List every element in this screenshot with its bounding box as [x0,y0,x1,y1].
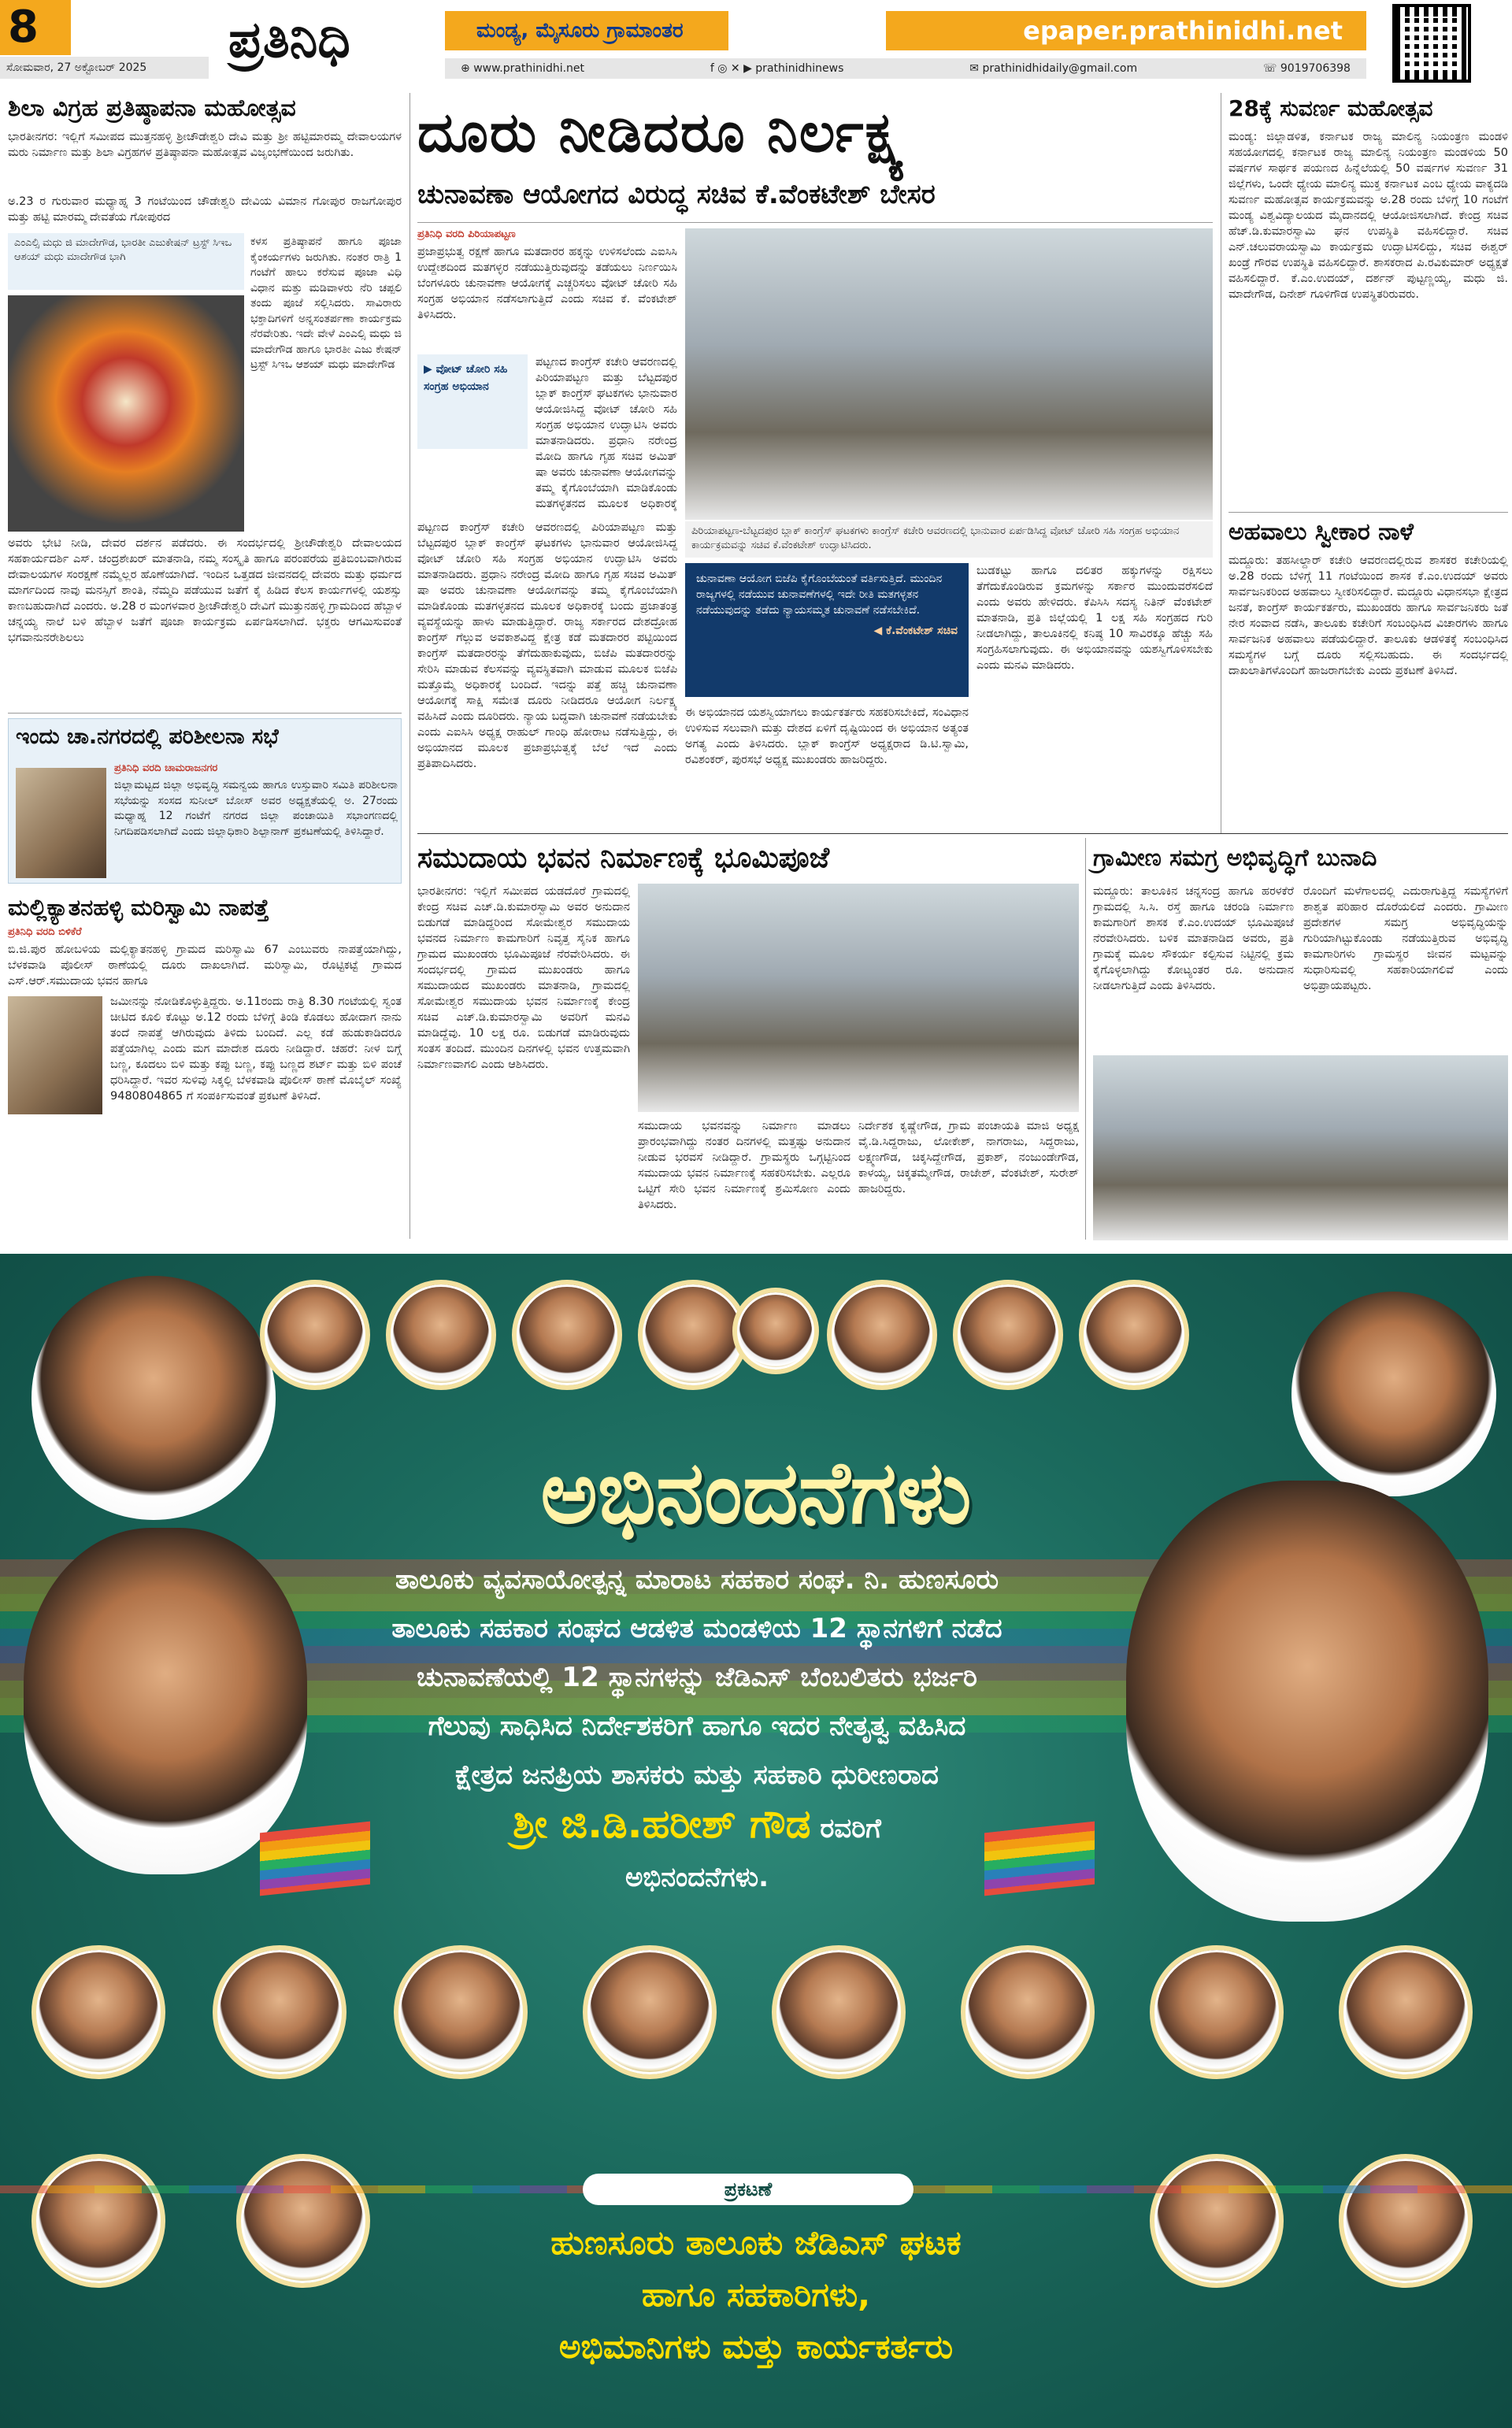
lead-subheadline: ಚುನಾವಣಾ ಆಯೋಗದ ವಿರುದ್ಧ ಸಚಿವ ಕೆ.ವೆಂಕಟೇಶ್ ಬೇಸರ [417,179,936,210]
ad-line: ತಾಲೂಕು ಸಹಕಾರ ಸಂಘದ ಆಡಳಿತ ಮಂಡಳಿಯ 12 ಸ್ಥಾನಗಳಿಗೆ ನಡೆದ [391,1613,1002,1644]
page-number: 8 [0,0,71,55]
byline: ಪ್ರತಿನಿಧಿ ವರದಿ ಚಾಮರಾಜನಗರ [114,762,218,774]
ad-line: ಅಭಿನಂದನೆಗಳು. [624,1862,769,1893]
article-body: ಮದ್ದೂರು: ತಹಸೀಲ್ದಾರ್ ಕಚೇರಿ ಆವರಣದಲ್ಲಿರುವ ಶಾಸಕರ ಕಚೇರಿಯಲ್ಲಿ ಅ.28 ರಂದು ಬೆಳಿಗ್ಗೆ 11 ಗಂಟೆಯಿಂದ ಶಾಸಕ ಕೆ.ಎಂ.ಉದಯ್ ಅವರು ಸಾರ್ವಜನಿಕರಿಂದ ಅಹವಾಲು ಸ್ವೀಕರಿಸಲಿದ್ದಾರೆ. ಮದ್ದೂರು ವಿಧಾನಸಭಾ ಕ್ಷೇತ್ರದ ಜನತೆ, ಕಾಂಗ್ರೆಸ್ ಕಾರ್ಯಕರ್ತರು, ಮುಖಂಡರು ಹಾಗೂ ಸಾರ್ವಜನಿಕರು ಜತೆ ನೇರ ಸಂವಾದ ನಡೆಸಿ, ತಾಲೂಕು ಕಚೇರಿಗೆ ಸಂಬಂಧಿಸಿದ ವಿಚಾರಗಳು ಹಾಗೂ ಸಾರ್ವಜನಿಕ ಅಹವಾಲು ಪಡೆಯಲಿದ್ದಾರೆ. ತಾಲೂಕು ಆಡಳಿತಕ್ಕೆ ಸಂಬಂಧಿಸಿದ ಸಮಸ್ಯೆಗಳ ಬಗ್ಗೆ ದೂರು ಸಲ್ಲಿಸಬಹುದು. ಈ ಸಂದರ್ಭದಲ್ಲಿ ದಾಖಲಾತಿಗಳೊಂದಿಗೆ ಹಾಜರಾಗಬೇಕು ಎಂದು ಪ್ರಕಟಣೆ ತಿಳಿಸಿದೆ. [1228,554,1508,677]
director-photo [394,1945,528,2079]
leader-photo [260,1280,370,1390]
road-work-photo [1093,1055,1508,1240]
leader-photo [512,1280,622,1390]
article-body: ಮದ್ದೂರು: ತಾಲೂಕಿನ ಚನ್ನಸಂದ್ರ ಹಾಗೂ ಹರಳಕೆರೆ ಗ್ರಾಮದಲ್ಲಿ ಸಿ.ಸಿ. ರಸ್ತೆ ಹಾಗೂ ಚರಂಡಿ ನಿರ್ಮಾಣ ಕಾಮಗಾರಿಗೆ ಶಾಸಕ ಕೆ.ಎಂ.ಉದಯ್ ಭೂಮಿಪೂಜೆ ನೆರವೇರಿಸಿದರು. ಬಳಿಕ ಮಾತನಾಡಿದ ಅವರು, ಪ್ರತಿ ಗ್ರಾಮಕ್ಕೆ ಮೂಲ ಸೌಕರ್ಯ ಕಲ್ಪಿಸುವ ನಿಟ್ಟಿನಲ್ಲಿ ಕ್ರಮ ಕೈಗೊಳ್ಳಲಾಗಿದ್ದು ಕೋಟ್ಯಂತರ ರೂ. ಅನುದಾನ ನೀಡಲಾಗುತ್ತಿದೆ ಎಂದು ತಿಳಿಸಿದರು. [1093,885,1294,992]
director-photo [1150,1945,1284,2079]
deity-photo [8,295,244,532]
leader-photo [732,1288,819,1374]
director-photo [961,1945,1095,2079]
director-photo [1150,2154,1284,2288]
section-divider [417,222,1213,223]
article-body: ಅವರು ಭೇಟಿ ನೀಡಿ, ದೇವರ ದರ್ಶನ ಪಡೆದರು. ಈ ಸಂದರ್ಭದಲ್ಲಿ ಶ್ರೀಚೌಡೇಶ್ವರಿ ದೇವಾಲಯದ ಸಹಕಾರ್ಯದರ್ಶಿ ಎಸ್. ಚಂದ್ರಶೇಖರ್ ಮಾತನಾಡಿ, ನಮ್ಮ ಸಂಸ್ಕೃತಿ ಹಾಗೂ ಪರಂಪರೆಯ ಪ್ರತಿಬಿಂಬವಾಗಿರುವ ದೇವಾಲಯಗಳ ಸಂರಕ್ಷಣೆ ನಮ್ಮೆಲ್ಲರ ಹೊಣೆಯಾಗಿದೆ. ಇಂದಿನ ಒತ್ತಡದ ಜೀವನದಲ್ಲಿ ದೇವರು ಮತ್ತು ಧರ್ಮದ ಮಾರ್ಗದಿಂದ ನಾವು ಮನಸ್ಸಿಗೆ ಶಾಂತಿ, ನೆಮ್ಮದಿ ಪಡೆಯುವ ಜತೆಗೆ ಕೈ ಹಿಡಿದ ಕೆಲಸ ಕಾರ್ಯಗಳಲ್ಲಿ ಯಶಸ್ಸು ಕಾಣಬಹುದಾಗಿದೆ ಎಂದರು. ಅ.28 ರ ಮಂಗಳವಾರ ಶ್ರೀಚೌಡೇಶ್ವರಿ ದೇವಿಗೆ ಮುತ್ತುನಹಳ್ಳಿ ಗ್ರಾಮದಿಂದ ಹೆಬ್ಬಾಳ ಚನ್ನಯ್ಯ ನಾಲೆ ಬಳಿ ಹೆಬ್ಬಾಳ ಜತೆಗೆ ಪೂಜಾ ಕಾರ್ಯಕ್ರಮ ಏರ್ಪಡಿಸಲಾಗಿದೆ. ಭಕ್ತರು ಆಗಮಿಸುವಂತೆ ಭಗವಾನುನರೇಶಿಲಲು [8,537,402,644]
article-body: ಸಮುದಾಯ ಭವನವನ್ನು ನಿರ್ಮಾಣ ಮಾಡಲು ಪ್ರಾರಂಭವಾಗಿದ್ದು ನಂತರ ದಿನಗಳಲ್ಲಿ ಮತ್ತಷ್ಟು ಅನುದಾನ ನೀಡುವ ಭರವಸೆ ನೀಡಿದ್ದಾರೆ. ಗ್ರಾಮಸ್ಥರು ಒಗ್ಗಟ್ಟಿನಿಂದ ಸಮುದಾಯ ಭವನ ನಿರ್ಮಾಣಕ್ಕೆ ಸಹಕರಿಸಬೇಕು. ಎಲ್ಲರೂ ಒಟ್ಟಿಗೆ ಸೇರಿ ಭವನ ನಿರ್ಮಾಣಕ್ಕೆ ಶ್ರಮಿಸೋಣ ಎಂದು ತಿಳಿಸಿದರು. [638,1120,850,1211]
phone-text: 9019706398 [1280,62,1351,75]
article-title: ಮಲ್ಲಿಕ್ಯಾತನಹಳ್ಳಿ ಮರಿಸ್ವಾಮಿ ನಾಪತ್ತೆ [8,894,269,921]
highlight-text: ವೋಟ್ ಚೋರಿ ಸಹಿ ಸಂಗ್ರಹ ಅಭಿಯಾನ [424,363,508,393]
signatory-line: ಅಭಿಮಾನಿಗಳು ಮತ್ತು ಕಾರ್ಯಕರ್ತರು [558,2327,954,2366]
leader-portrait-left [32,1276,276,1520]
ad-line: ಕ್ಷೇತ್ರದ ಜನಪ್ರಿಯ ಶಾಸಕರು ಮತ್ತು ಸಹಕಾರಿ ಧುರೀಣರಾದ [454,1759,939,1791]
director-photo [236,2154,370,2288]
byline: ಪ್ರತಿನಿಧಿ ವರದಿ ಪಿರಿಯಾಪಟ್ಟಣ [417,228,516,240]
director-photo [772,1945,906,2079]
epaper-link[interactable]: epaper.prathinidhi.net [886,11,1366,50]
photo-caption: ಎಂಎಲ್ಸಿ ಮಧು ಜಿ ಮಾದೇಗೌಡ, ಭಾರತೀ ಎಜುಕೇಷನ್ ಟ್ರಸ್ಟ್ ಸಿಇಒ ಆಶಯ್ ಮಧು ಮಾದೇಗೌಡ ಭಾಗಿ [8,233,244,290]
social-handle[interactable]: f ◎ ✕ ▶ prathinidhinews [710,62,844,75]
director-photo [1339,2154,1473,2288]
article-title: ಶಿಲಾ ವಿಗ್ರಹ ಪ್ರತಿಷ್ಠಾಪನಾ ಮಹೋತ್ಸವ [8,95,296,122]
issue-date: ಸೋಮವಾರ, 27 ಅಕ್ಟೋಬರ್ 2025 [0,57,209,79]
honoree-suffix: ರವರಿಗೆ [820,1813,881,1844]
website-text: www.prathinidhi.net [473,62,585,75]
article-body: ಭಾರತೀನಗರ: ಇಲ್ಲಿಗೆ ಸಮೀಪದ ಮುತ್ತನಹಳ್ಳಿ ಶ್ರೀಚೌಡೇಶ್ವರಿ ದೇವಿ ಮತ್ತು ಶ್ರೀ ಹಟ್ಟಿಮಾರಮ್ಮ ದೇವಾಲಯಗಳ ಮರು ನಿರ್ಮಾಣ ಮತ್ತು ಶಿಲಾ ವಿಗ್ರಹಗಳ ಪ್ರತಿಷ್ಠಾಪನಾ ಮಹೋತ್ಸವ ವಿಜೃಂಭಣೆಯಿಂದ ಜರುಗಿತು. [8,131,402,159]
article-body: ನಿರ್ದೇಶಕ ಕೃಷ್ಣೇಗೌಡ, ಗ್ರಾಮ ಪಂಚಾಯತಿ ಮಾಜಿ ಅಧ್ಯಕ್ಷ ವೈ.ಡಿ.ಸಿದ್ದರಾಜು, ಲೋಕೇಶ್, ನಾಗರಾಜು, ಸಿದ್ದರಾಜು, ಲಕ್ಷ್ಮಣಗೌಡ, ಚಿಕ್ಕಸಿದ್ದೇಗೌಡ, ಪ್ರಕಾಶ್, ನಂಜುಂಡೇಗೌಡ, ಕಾಳಯ್ಯ, ಚಿಕ್ಕತಮ್ಮೇಗೌಡ, ರಾಜೇಶ್, ವೆಂಕಟೇಶ್, ಸುರೇಶ್ ಹಾಜರಿದ್ದರು. [858,1120,1079,1195]
ad-line: ತಾಲೂಕು ವ್ಯವಸಾಯೋತ್ಪನ್ನ ಮಾರಾಟ ಸಹಕಾರ ಸಂಘ. ನಿ. ಹುಣಸೂರು [395,1564,999,1596]
article-body: ಜಿಲ್ಲಾಮಟ್ಟದ ಜಿಲ್ಲಾ ಅಭಿವೃದ್ಧಿ ಸಮನ್ವಯ ಹಾಗೂ ಉಸ್ತುವಾರಿ ಸಮಿತಿ ಪರಿಶೀಲನಾ ಸಭೆಯನ್ನು ಸಂಸದ ಸುನೀಲ್ ಬೋಸ್ ಅವರ ಅಧ್ಯಕ್ಷತೆಯಲ್ಲಿ ಅ. 27ರಂದು ಮಧ್ಯಾಹ್ನ 12 ಗಂಟೆಗೆ ನಗರದ ಜಿಲ್ಲಾ ಪಂಚಾಯಿತಿ ಸಭಾಂಗಣದಲ್ಲಿ ನಿಗದಿಪಡಿಸಲಾಗಿದೆ ಎಂದು ಜಿಲ್ಲಾಧಿಕಾರಿ ಶಿಲ್ಪಾನಾಗ್ ಪ್ರಕಟಣೆಯಲ್ಲಿ ತಿಳಿಸಿದ್ದಾರೆ. [114,779,398,838]
leader-photo [638,1280,748,1390]
article-title: 28ಕ್ಕೆ ಸುವರ್ಣ ಮಹೋತ್ಸವ [1228,95,1433,121]
email-link[interactable]: ✉ prathinidhidaily@gmail.com [969,62,1138,75]
article-body: ಪಟ್ಟಣದ ಕಾಂಗ್ರೆಸ್ ಕಚೇರಿ ಆವರಣದಲ್ಲಿ ಪಿರಿಯಾಪಟ್ಟಣ ಮತ್ತು ಬೆಟ್ಟದಪುರ ಬ್ಲಾಕ್ ಕಾಂಗ್ರೆಸ್ ಘಟಕಗಳು ಭಾನುವಾರ ಆಯೋಜಿಸಿದ್ದ ವೋಟ್ ಚೋರಿ ಸಹಿ ಸಂಗ್ರಹ ಅಭಿಯಾನ ಉದ್ಘಾಟಿಸಿ ಅವರು ಮಾತನಾಡಿದರು. ಪ್ರಧಾನಿ ನರೇಂದ್ರ ಮೋದಿ ಹಾಗೂ ಗೃಹ ಸಚಿವ ಅಮಿತ್ ಷಾ ಅವರು ಚುನಾವಣಾ ಆಯೋಗವನ್ನು ತಮ್ಮ ಕೈಗೊಂಬೆಯಾಗಿ ಮಾಡಿಕೊಂಡು ಮತಗಳ್ಳತನದ ಮೂಲಕ ಅಧಿಕಾರಕ್ಕೆ ಬಂದು ಪ್ರಜಾತಂತ್ರ ವ್ಯವಸ್ಥೆಯನ್ನು ಹಾಳು ಮಾಡುತ್ತಿದ್ದಾರೆ. ರಾಜ್ಯ ಸರ್ಕಾರದ ದೇಶದ್ರೋಹ ಕಾಂಗ್ರೆಸ್ ಗೆಲ್ಲುವ ಅವಕಾಶವಿದ್ದ ಕ್ಷೇತ್ರ ಕಡೆ ಮತದಾರರ ಪಟ್ಟಿಯಿಂದ ಕಾಂಗ್ರೆಸ್ ಮತದಾರರನ್ನು ತೆಗೆದುಹಾಕುವುದು, ಬಿಜೆಪಿ ಮತದಾರರನ್ನು ಸೇರಿಸಿ ಮಾಡುವ ಕೆಲಸವನ್ನು ವ್ಯವಸ್ಥಿತವಾಗಿ ಮಾಡುವ ಮೂಲಕ ಬಿಜೆಪಿ ಮತ್ತೊಮ್ಮೆ ಅಧಿಕಾರಕ್ಕೆ ಬಂದಿದೆ. ಇದನ್ನು ಪತ್ತೆ ಹಚ್ಚಿ ಚುನಾವಣಾ ಆಯೋಗಕ್ಕೆ ಸಾಕ್ಷಿ ಸಮೇತ ದೂರು ನೀಡಿದರೂ ಆಯೋಗ ನಿರ್ಲಕ್ಷ್ಯ ವಹಿಸಿದೆ ಎಂದು ದೂರಿದರು. ನ್ಯಾಯ ಬದ್ಧವಾಗಿ ಚುನಾವಣೆ ನಡೆಯಬೇಕು ಎಂದು ಎಐಸಿಸಿ ಅಧ್ಯಕ್ಷ ರಾಹುಲ್ ಗಾಂಧಿ ಹೋರಾಟ ನಡೆಸುತ್ತಿದ್ದು, ಈ ಅಭಿಯಾನದ ಮೂಲಕ ಪ್ರಜಾಪ್ರಭುತ್ವಕ್ಕೆ ಬೆಲೆ ಇದೆ ಎಂದು ಪ್ರತಿಪಾದಿಸಿದರು. [417,521,677,770]
director-photo [1339,1945,1473,2079]
section-divider [417,833,1508,834]
honoree-name: ಶ್ರೀ ಜಿ.ಡಿ.ಹರೀಶ್ ಗೌಡ [513,1801,811,1847]
email-text: prathinidhidaily@gmail.com [982,62,1138,75]
ad-line: ಗೆಲುವು ಸಾಧಿಸಿದ ನಿರ್ದೇಶಕರಿಗೆ ಹಾಗೂ ಇದರ ನೇತೃತ್ವ ವಹಿಸಿದ [428,1711,966,1742]
quote-text: ಚುನಾವಣಾ ಆಯೋಗ ಬಿಜೆಪಿ ಕೈಗೊಂಬೆಯಂತೆ ವರ್ತಿಸುತ್ತಿದೆ. ಮುಂದಿನ ರಾಜ್ಯಗಳಲ್ಲಿ ನಡೆಯುವ ಚುನಾವಣೆಗಳಲ್ಲಿ ಇದೇ ರೀತಿ ಮತಗಳ್ಳತನ ನಡೆಯುವುದನ್ನು ತಡೆದು ನ್ಯಾಯಸಮ್ಮತ ಚುನಾವಣೆ ನಡೆಸಬೇಕಿದೆ. [696,573,943,617]
article-body: ಬುಡಕಟ್ಟು ಹಾಗೂ ದಲಿತರ ಹಕ್ಕುಗಳನ್ನು ರಕ್ಷಿಸಲು ತೆಗೆದುಕೊಂಡಿರುವ ಕ್ರಮಗಳನ್ನು ಸರ್ಕಾರ ಮುಂದುವರೆಸಲಿದೆ ಎಂದು ಅವರು ಹೇಳಿದರು. ಕೆಪಿಸಿಸಿ ಸದಸ್ಯ ನಿತಿನ್ ವೆಂಕಟೇಶ್ ಮಾತನಾಡಿ, ಪ್ರತಿ ಜಿಲ್ಲೆಯಲ್ಲಿ 1 ಲಕ್ಷ ಸಹಿ ಸಂಗ್ರಹದ ಗುರಿ ನೀಡಲಾಗಿದ್ದು, ತಾಲೂಕಿನಲ್ಲಿ ಕನಿಷ್ಠ 10 ಸಾವಿರಕ್ಕೂ ಹೆಚ್ಚು ಸಹಿ ಸಂಗ್ರಹಿಸಲಾಗುವುದು. ಈ ಅಭಿಯಾನವನ್ನು ಯಶಸ್ವಿಗೊಳಿಸಬೇಕು ಎಂದು ಮನವಿ ಮಾಡಿದರು. [976,565,1213,672]
website-link[interactable]: ⊕ www.prathinidhi.net [461,62,585,75]
pull-quote [685,563,969,697]
byline: ಪ್ರತಿನಿಧಿ ವರದಿ ಬಿಳಿಕೆರೆ [8,926,82,938]
qr-code-icon[interactable] [1392,4,1471,83]
article-title: ಗ್ರಾಮೀಣ ಸಮಗ್ರ ಅಭಿವೃದ್ಧಿಗೆ ಬುನಾದಿ [1093,844,1377,872]
region-banner: ಮಂಡ್ಯ, ಮೈಸೂರು ಗ್ರಾಮಾಂತರ [445,11,728,50]
party-flag-icon [260,1822,370,1896]
signatory-line: ಹಾಗೂ ಸಹಕಾರಿಗಳು, [641,2275,871,2314]
ad-line: ಚುನಾವಣೆಯಲ್ಲಿ 12 ಸ್ಥಾನಗಳನ್ನು ಜೆಡಿಎಸ್ ಬೆಂಬಲಿತರು ಭರ್ಜರಿ [417,1662,977,1693]
article-title: ಸಮುದಾಯ ಭವನ ನಿರ್ಮಾಣಕ್ಕೆ ಭೂಮಿಪೂಜೆ [417,842,830,874]
publisher-label: ಪ್ರಕಟಣೆ [583,2174,914,2205]
column-divider [1085,838,1086,1240]
phone-number: ☏ 9019706398 [1262,62,1351,75]
article-body: ಪಟ್ಟಣದ ಕಾಂಗ್ರೆಸ್ ಕಚೇರಿ ಆವರಣದಲ್ಲಿ ಪಿರಿಯಾಪಟ್ಟಣ ಮತ್ತು ಬೆಟ್ಟದಪುರ ಬ್ಲಾಕ್ ಕಾಂಗ್ರೆಸ್ ಘಟಕಗಳು ಭಾನುವಾರ ಆಯೋಜಿಸಿದ್ದ ವೋಟ್ ಚೋರಿ ಸಹಿ ಸಂಗ್ರಹ ಅಭಿಯಾನ ಉದ್ಘಾಟಿಸಿ ಅವರು ಮಾತನಾಡಿದರು. ಪ್ರಧಾನಿ ನರೇಂದ್ರ ಮೋದಿ ಹಾಗೂ ಗೃಹ ಸಚಿವ ಅಮಿತ್ ಷಾ ಅವರು ಚುನಾವಣಾ ಆಯೋಗವನ್ನು ತಮ್ಮ ಕೈಗೊಂಬೆಯಾಗಿ ಮಾಡಿಕೊಂಡು ಮತಗಳ್ಳತನದ ಮೂಲಕ ಅಧಿಕಾರಕ್ಕೆ [536,356,677,510]
article-title: ಅಹವಾಲು ಸ್ವೀಕಾರ ನಾಳೆ [1228,518,1414,546]
event-photo [685,228,1213,520]
director-photo [583,1945,717,2079]
quote-author: ◀ ಕೆ.ವೆಂಕಟೇಶ್ ಸಚಿವ [873,625,958,637]
article-body: ಬಿ.ಜಿ.ಪುರ ಹೋಬಳಿಯ ಮಲ್ಲಿಕ್ಯಾತನಹಳ್ಳಿ ಗ್ರಾಮದ ಮರಿಸ್ವಾಮಿ 67 ಎಂಬುವರು ನಾಪತ್ತೆಯಾಗಿದ್ದು, ಬೆಳಕವಾಡಿ ಪೊಲೀಸ್ ಠಾಣೆಯಲ್ಲಿ ದೂರು ದಾಖಲಾಗಿದೆ. ಮರಿಸ್ವಾಮಿ, ರೊಟ್ಟಿಕಟ್ಟೆ ಗ್ರಾಮದ ಎಸ್.ಆರ್.ಸಮುದಾಯ ಭವನ ಹಾಗೂ [8,943,402,988]
leader-photo [827,1280,937,1390]
candidate-portrait-right [1126,1481,1488,1922]
director-photo [213,1945,346,2079]
director-photo [32,1945,165,2079]
director-photo [32,2154,165,2288]
leader-photo [953,1280,1063,1390]
photo-caption: ಪಿರಿಯಾಪಟ್ಟಣ-ಬೆಟ್ಟದಪುರ ಬ್ಲಾಕ್ ಕಾಂಗ್ರೆಸ್ ಘಟಕಗಳು ಕಾಂಗ್ರೆಸ್ ಕಚೇರಿ ಆವರಣದಲ್ಲಿ ಭಾನುವಾರ ಏರ್ಪಡಿಸಿದ್ದ ವೋಟ್ ಚೋರಿ ಸಹಿ ಸಂಗ್ರಹ ಅಭಿಯಾನ ಕಾರ್ಯಕ್ರಮವನ್ನು ಸಚಿವ ಕೆ.ವೆಂಕಟೇಶ್ ಉದ್ಘಾಟಿಸಿದರು. [685,521,1213,558]
section-divider [8,713,402,714]
article-body: ಈ ಅಭಿಯಾನದ ಯಶಸ್ವಿಯಾಗಲು ಕಾರ್ಯಕರ್ತರು ಸಹಕರಿಸಬೇಕಿದೆ, ಸಂವಿಧಾನ ಉಳಿಸುವ ಸಲುವಾಗಿ ಮತ್ತು ದೇಶದ ಏಳಿಗೆ ದೃಷ್ಟಿಯಿಂದ ಈ ಅಭಿಯಾನ ಅತ್ಯಂತ ಅಗತ್ಯ ಎಂದು ತಿಳಿಸಿದರು. ಬ್ಲಾಕ್ ಕಾಂಗ್ರೆಸ್ ಅಧ್ಯಕ್ಷರಾದ ಡಿ.ಟಿ.ಸ್ವಾಮಿ, ರವಿಶಂಕರ್, ಪುರಸಭೆ ಅಧ್ಯಕ್ಷ ಮುಖಂಡರು ಹಾಜರಿದ್ದರು. [685,706,969,766]
signatory-line: ಹುಣಸೂರು ತಾಲೂಕು ಜೆಡಿಎಸ್ ಘಟಕ [550,2223,962,2262]
ad-heading: ಅಭಿನಂದನೆಗಳು [540,1442,972,1543]
mp-portrait [16,768,106,878]
article-body: ರೊಂದಿಗೆ ಮಳೆಗಾಲದಲ್ಲಿ ಎದುರಾಗುತ್ತಿದ್ದ ಸಮಸ್ಯೆಗಳಿಗೆ ಶಾಶ್ವತ ಪರಿಹಾರ ದೊರೆಯಲಿದೆ ಎಂದರು. ಗ್ರಾಮೀಣ ಪ್ರದೇಶಗಳ ಸಮಗ್ರ ಅಭಿವೃದ್ಧಿಯನ್ನು ಗುರಿಯಾಗಿಟ್ಟುಕೊಂಡು ನಡೆಯುತ್ತಿರುವ ಅಭಿವೃದ್ಧಿ ಕಾಮಗಾರಿಗಳು ಗ್ರಾಮಸ್ಥರ ಜೀವನ ಮಟ್ಟವನ್ನು ಸುಧಾರಿಸುವಲ್ಲಿ ಸಹಕಾರಿಯಾಗಲಿವೆ ಎಂದು ಅಭಿಪ್ರಾಯಪಟ್ಟರು. [1303,885,1508,992]
article-body: ಭಾರತೀನಗರ: ಇಲ್ಲಿಗೆ ಸಮೀಪದ ಯಡದೊರೆ ಗ್ರಾಮದಲ್ಲಿ ಕೇಂದ್ರ ಸಚಿವ ಎಚ್.ಡಿ.ಕುಮಾರಸ್ವಾಮಿ ಅವರ ಅನುದಾನ ಬಿಡುಗಡೆ ಮಾಡಿದ್ದರಿಂದ ಸೋಮೇಶ್ವರ ಸಮುದಾಯ ಭವನದ ನಿರ್ಮಾಣ ಕಾಮಗಾರಿಗೆ ನಿವೃತ್ತ ಸೈನಿಕ ಹಾಗೂ ಗ್ರಾಮದ ಮುಖಂಡರು ಭೂಮಿಪೂಜೆ ನೆರವೇರಿಸಿದರು. ಈ ಸಂದರ್ಭದಲ್ಲಿ ಗ್ರಾಮದ ಮುಖಂಡರು ಹಾಗೂ ಸಮುದಾಯದ ಮುಖಂಡರು ಮಾತನಾಡಿ, ಗ್ರಾಮದಲ್ಲಿ ಸೋಮೇಶ್ವರ ಸಮುದಾಯ ಭವನ ನಿರ್ಮಾಣಕ್ಕೆ ಕೇಂದ್ರ ಸಚಿವ ಎಚ್.ಡಿ.ಕುಮಾರಸ್ವಾಮಿ ಅವರಿಗೆ ಮನವಿ ಮಾಡಿದ್ದೆವು. 10 ಲಕ್ಷ ರೂ. ಬಿಡುಗಡೆ ಮಾಡಿರುವುದು ಸಂತಸ ತಂದಿದೆ. ಮುಂದಿನ ದಿನಗಳಲ್ಲಿ ಭವನ ಉತ್ತಮವಾಗಿ ನಿರ್ಮಾಣವಾಗಲಿ ಎಂದು ಆಶಿಸಿದರು. [417,885,630,1071]
quote-author-name: ಕೆ.ವೆಂಕಟೇಶ್ ಸಚಿವ [886,625,958,637]
article-body: ಕಳಸ ಪ್ರತಿಷ್ಠಾಪನೆ ಹಾಗೂ ಪೂಜಾ ಕೈಂಕರ್ಯಗಳು ಜರುಗಿತು. ನಂತರ ರಾತ್ರಿ 1 ಗಂಟೆಗೆ ಹಾಲು ಕರೆಸುವ ಪೂಜಾ ವಿಧಿ ವಿಧಾನ ಮತ್ತು ಮಡಿವಾಳರು ನೆರಿ ಚಪ್ಪಲಿ ತಂದು ಪೂಜೆ ಸಲ್ಲಿಸಿದರು. ಸಾವಿರಾರು ಭಕ್ತಾದಿಗಳಿಗೆ ಅನ್ನಸಂತರ್ಪಣಾ ಕಾರ್ಯಕ್ರಮ ನೆರವೇರಿತು. ಇದೇ ವೇಳೆ ಎಂಎಲ್ಸಿ ಮಧು ಜಿ ಮಾದೇಗೌಡ ಹಾಗೂ ಭಾರತೀ ಎಜು ಕೇಷನ್ ಟ್ರಸ್ಟ್ ಸಿಇಒ ಆಶಯ್ ಮಧು ಮಾದೇಗೌಡ [250,235,402,371]
article-title: ಇಂದು ಚಾ.ನಗರದಲ್ಲಿ ಪರಿಶೀಲನಾ ಸಭೆ [16,725,279,749]
social-text: prathinidhinews [755,62,844,75]
leader-photo [1079,1280,1189,1390]
lead-headline: ದೂರು ನೀಡಿದರೂ ನಿರ್ಲಕ್ಷ್ಯ [417,100,906,165]
missing-person-photo [8,996,102,1114]
leader-photo [386,1280,496,1390]
party-flag-icon [984,1822,1095,1896]
masthead-logo: ಪ್ರತಿನಿಧಿ [228,10,350,69]
bhoomi-pooja-photo [638,884,1079,1112]
article-body: ಪ್ರಜಾಪ್ರಭುತ್ವ ರಕ್ಷಣೆ ಹಾಗೂ ಮತದಾರರ ಹಕ್ಕನ್ನು ಉಳಿಸಲೆಂದು ಎಐಸಿಸಿ ಉದ್ದೇಶದಿಂದ ಮತಗಳ್ಳರ ನಡೆಯುತ್ತಿರುವುದನ್ನು ತಡೆಯಲು ನಿರ್ಣಯಿಸಿ ಬೆಂಗಳೂರು ಚುನಾವಣಾ ಆಯೋಗಕ್ಕೆ ಎಚ್ಚರಿಸಲು ವೋಟ್ ಚೋರಿ ಸಹಿ ಸಂಗ್ರಹ ಅಭಿಯಾನ ನಡೆಸಲಾಗುತ್ತಿದೆ ಎಂದು ಸಚಿವ ಕೆ. ವೆಂಕಟೇಶ್ ತಿಳಿಸಿದರು. [417,246,677,321]
highlight-box: ▶ ವೋಟ್ ಚೋರಿ ಸಹಿ ಸಂಗ್ರಹ ಅಭಿಯಾನ [417,354,528,449]
article-body: ಜಮೀನನ್ನು ನೋಡಿಕೊಳ್ಳುತ್ತಿದ್ದರು. ಅ.11ರಂದು ರಾತ್ರಿ 8.30 ಗಂಟೆಯಲ್ಲಿ ಸ್ವಂತ ಚೀಟಿದ ಕೂಲಿ ಕೊಟ್ಟು ಅ.12 ರಂದು ಬೆಳಿಗ್ಗೆ ತಿಂಡಿ ಕೊಡಲು ಹೋದಾಗ ನಾನು ತಂದೆ ನಾಪತ್ತೆ ಆಗಿರುವುದು ತಿಳಿದು ಬಂದಿದೆ. ಎಲ್ಲ ಕಡೆ ಹುಡುಕಾಡಿದರೂ ಪತ್ತೆಯಾಗಿಲ್ಲ ಎಂದು ಮಗ ಮಾದೇಶ ದೂರು ನೀಡಿದ್ದಾರೆ. ಚಹರೆ: ನೀಳ ಬಿಗ್ಗೆ ಬಣ್ಣ, ಕೂದಲು ಬಿಳಿ ಮತ್ತು ಕಪ್ಪು ಬಣ್ಣ, ಕಪ್ಪು ಬಣ್ಣದ ಶರ್ಟ್ ಮತ್ತು ಬಿಳಿ ಪಂಚೆ ಧರಿಸಿದ್ದಾರೆ. ಇವರ ಸುಳಿವು ಸಿಕ್ಕಲ್ಲಿ ಬೆಳಕವಾಡಿ ಪೊಲೀಸ್ ಠಾಣೆ ಮೊಬೈಲ್ ಸಂಖ್ಯೆ 9480804865 ಗೆ ಸಂಪರ್ಕಿಸುವಂತೆ ಪ್ರಕಟಣೆ ತಿಳಿಸಿದೆ. [110,995,402,1103]
article-body: ಅ.23 ರ ಗುರುವಾರ ಮಧ್ಯಾಹ್ನ 3 ಗಂಟೆಯಿಂದ ಚೌಡೇಶ್ವರಿ ದೇವಿಯ ವಿಮಾನ ಗೋಪುರ ರಾಜಗೋಪುರ ಮತ್ತು ಹಟ್ಟಿ ಮಾರಮ್ಮ ದೇವತೆಯ ಗೋಪುರದ [8,195,402,224]
contact-bar [445,58,1366,79]
ad-signatories [441,2217,1071,2373]
section-divider [1228,512,1508,513]
article-body: ಮಂಡ್ಯ: ಜಿಲ್ಲಾಡಳಿತ, ಕರ್ನಾಟಕ ರಾಜ್ಯ ಮಾಲಿನ್ಯ ನಿಯಂತ್ರಣ ಮಂಡಳಿ ಸಹಯೋಗದಲ್ಲಿ ಕರ್ನಾಟಕ ರಾಜ್ಯ ಮಾಲಿನ್ಯ ನಿಯಂತ್ರಣ ಮಂಡಳಿಯ 50 ವರ್ಷಗಳ ಸಾರ್ಥಕ ಪಯಣದ ಹಿನ್ನೆಲೆಯಲ್ಲಿ 50 ವರ್ಷಗಳ ಸುವರ್ಣ 31 ಜಿಲ್ಲೆಗಳು, ಒಂದೇ ಧ್ಯೇಯ ಮಾಲಿನ್ಯ ಮುಕ್ತ ಕರ್ನಾಟಕ ಎಂಬ ಧ್ಯೇಯ ವಾಕ್ಯದಡಿ ಸುವರ್ಣ ಮಹೋತ್ಸವ ಕಾರ್ಯಕ್ರಮವನ್ನು ಅ.28 ರಂದು ಬೆಳಿಗ್ಗೆ 10 ಗಂಟೆಗೆ ಮಂಡ್ಯ ವಿಶ್ವವಿದ್ಯಾಲಯದ ಮೈದಾನದಲ್ಲಿ ಆಯೋಜಿಸಲಾಗಿದೆ. ಕೇಂದ್ರ ಸಚಿವ ಹೆಚ್.ಡಿ.ಕುಮಾರಸ್ವಾಮಿ ಘನ ಉಪಸ್ಥಿತಿ ವಹಿಸಲಿದ್ದಾರೆ. ಸಚಿವ ಎನ್.ಚಲುವರಾಯಸ್ವಾಮಿ ಕಾರ್ಯಕ್ರಮ ಉದ್ಘಾಟಿಸಲಿದ್ದು, ಸಚಿವ ಈಶ್ವರ್ ಖಂಡ್ರೆ ಗೌರವ ಉಪಸ್ಥಿತಿ ವಹಿಸಲಿದ್ದಾರೆ. ಶಾಸಕರಾದ ಪಿ.ರವಿಕುಮಾರ್ ಅಧ್ಯಕ್ಷತೆ ವಹಿಸಲಿದ್ದಾರೆ. ಕೆ.ಎಂ.ಉದಯ್, ದರ್ಶನ್ ಪುಟ್ಟಣ್ಣಯ್ಯ, ಮಧು ಜಿ. ಮಾದೇಗೌಡ, ದಿನೇಶ್ ಗೂಳಿಗೌಡ ಉಪಸ್ಥಿತರಿರುವರು. [1228,131,1508,301]
leader-portrait-right [1292,1292,1496,1496]
